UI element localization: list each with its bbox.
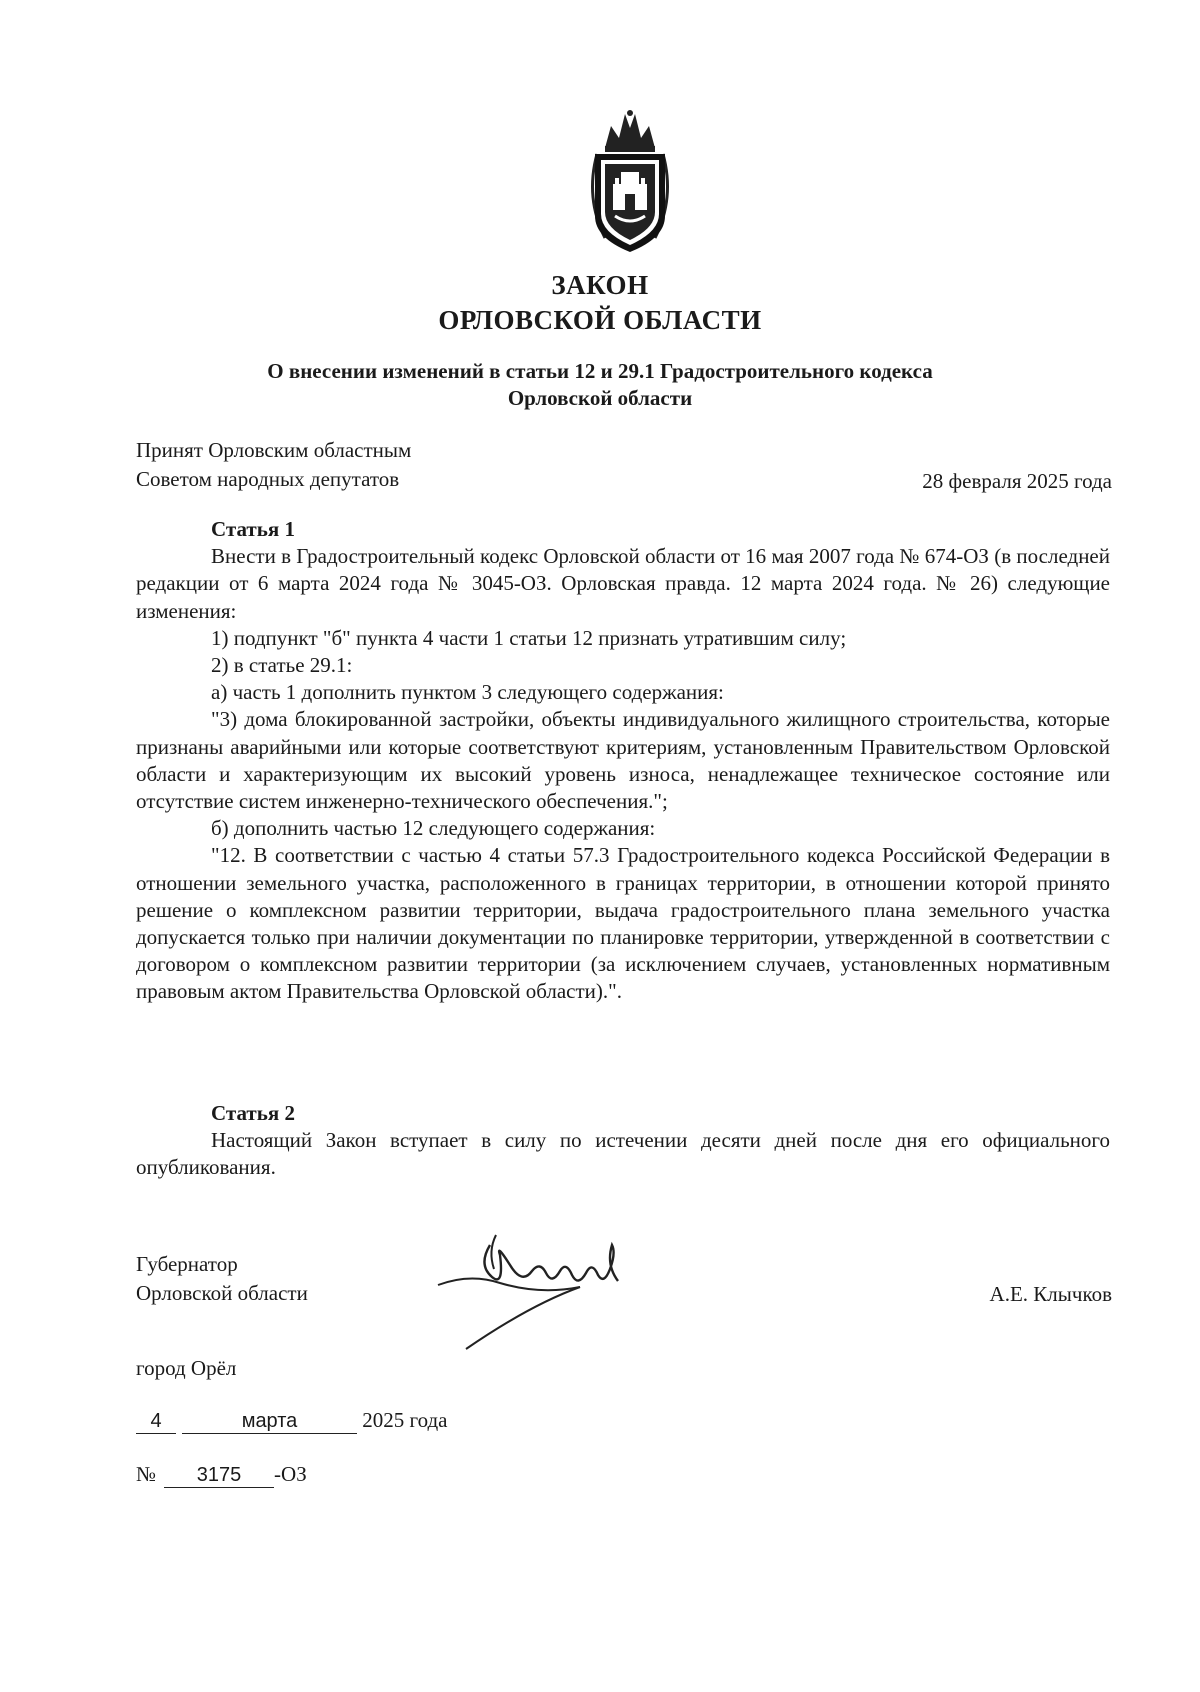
law-number bbox=[136, 1462, 307, 1488]
article-paragraph: "12. В соответствии с частью 4 статьи 57.3 Градостроительного кодекса Российской Федерации в отношении земельного участка, расположенного в границах территории, в отношении которой принято решение о комплексном развитии территории, выдача градостроительного плана земельного участка допускается только при наличии документации по планировке территории, утвержденной в соответствии с договором о комплексном развитии территории (за исключением случаев, установленных нормативным правовым актом Правительства Орловской области).". bbox=[136, 843, 1110, 1004]
article-paragraph: Внести в Градостроительный кодекс Орловской области от 16 мая 2007 года № 674-ОЗ (в последней редакции от 6 марта 2024 года № 3045-ОЗ. Орловская правда. 12 марта 2024 года. № 26) следующие изменения: bbox=[136, 544, 1110, 623]
subtitle-line: О внесении изменений в статьи 12 и 29.1 Градостроительного кодекса bbox=[267, 359, 933, 383]
signing-place: город Орёл bbox=[136, 1356, 237, 1380]
adoption-line: Принят Орловским областным bbox=[136, 438, 412, 462]
region-title: ОРЛОВСКОЙ ОБЛАСТИ bbox=[438, 305, 762, 335]
handwritten-signature-icon bbox=[430, 1225, 670, 1355]
position-line: Орловской области bbox=[136, 1281, 308, 1305]
number-suffix: -ОЗ bbox=[274, 1462, 307, 1486]
article-paragraph: 2) в статье 29.1: bbox=[211, 653, 353, 678]
article-paragraph: Настоящий Закон вступает в силу по истечении десяти дней после дня его официального опубликования. bbox=[136, 1128, 1110, 1180]
adoption-info bbox=[136, 436, 411, 494]
article-heading: Статья 1 bbox=[211, 517, 295, 541]
article-paragraph: б) дополнить частью 12 следующего содержания: bbox=[211, 816, 656, 841]
article-2 bbox=[136, 1100, 1110, 1182]
document-type-title: ЗАКОН bbox=[551, 270, 649, 300]
article-paragraph: "3) дома блокированной застройки, объекты индивидуального жилищного строительства, которые признаны аварийными или которые соответствуют критериям, установленным Правительством Орловской области и характеризующим их высокий уровень износа, ненадлежащее техническое состояние или отсутствие систем инженерно-технического обеспечения."; bbox=[136, 707, 1110, 814]
article-heading: Статья 2 bbox=[211, 1101, 295, 1125]
article-paragraph: а) часть 1 дополнить пунктом 3 следующего содержания: bbox=[211, 680, 724, 705]
adoption-line: Советом народных депутатов bbox=[136, 467, 400, 491]
article-paragraph: 1) подпункт "б" пункта 4 части 1 статьи 12 признать утратившим силу; bbox=[211, 625, 847, 650]
coat-of-arms-icon bbox=[575, 108, 685, 256]
signing-year: 2025 года bbox=[362, 1408, 448, 1432]
adoption-date: 28 февраля 2025 года bbox=[922, 469, 1112, 493]
subtitle-line: Орловской области bbox=[507, 386, 693, 410]
signing-month: марта bbox=[182, 1410, 357, 1434]
signatory-position bbox=[136, 1250, 308, 1308]
signatory-name: А.Е. Клычков bbox=[989, 1282, 1112, 1306]
law-subtitle bbox=[0, 358, 1200, 412]
number-prefix: № bbox=[136, 1462, 157, 1486]
signing-date bbox=[136, 1408, 448, 1434]
number-value: 3175 bbox=[164, 1464, 274, 1488]
position-line: Губернатор bbox=[136, 1252, 238, 1276]
signing-day: 4 bbox=[136, 1410, 176, 1434]
article-1 bbox=[136, 516, 1110, 1006]
